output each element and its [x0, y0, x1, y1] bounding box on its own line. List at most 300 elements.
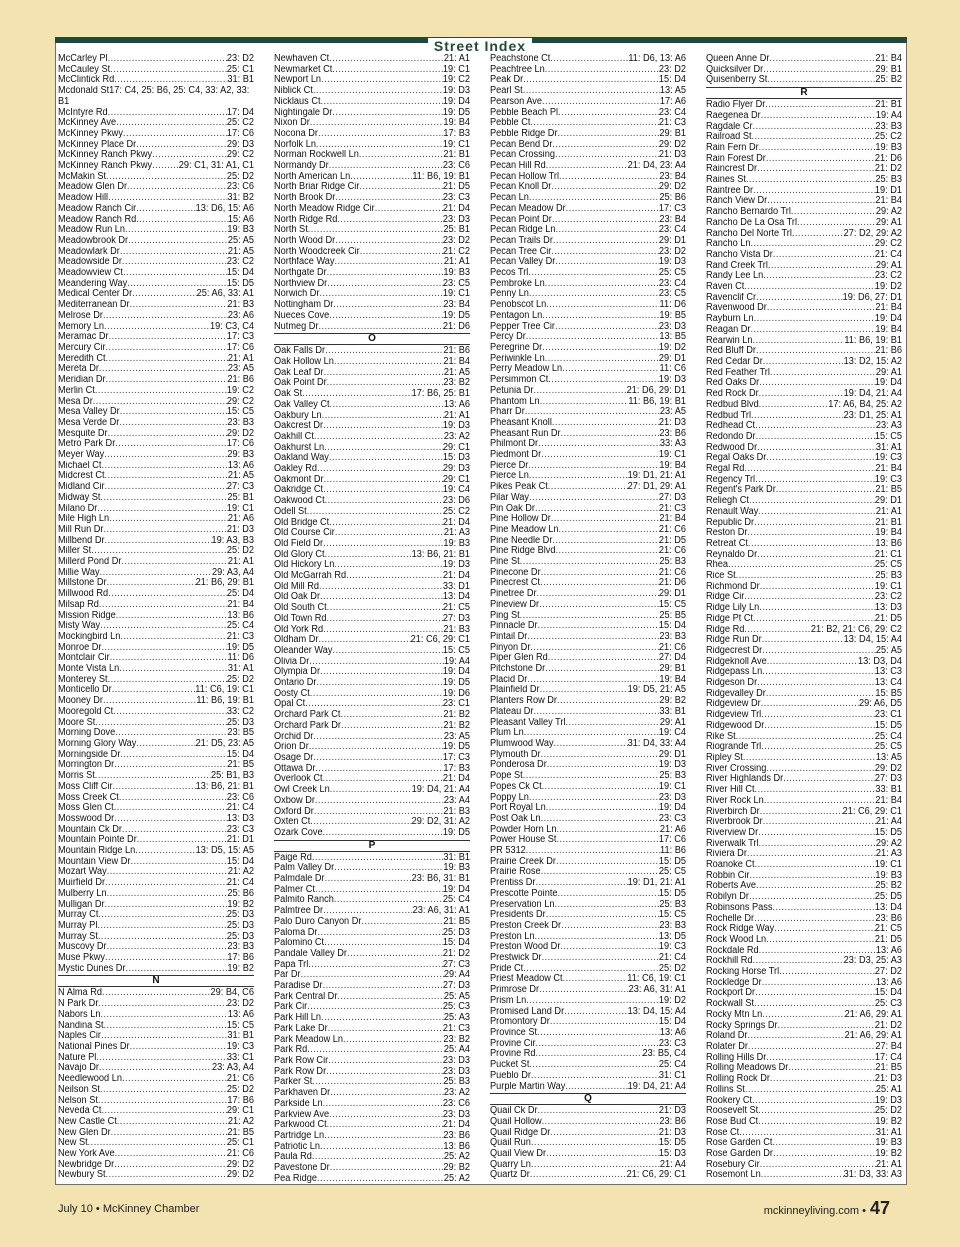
index-entry [58, 846, 254, 857]
map-reference: 25: D3 [442, 927, 470, 938]
street-name: Plateau Dr [490, 706, 534, 717]
street-name: Rockwall St [706, 999, 755, 1010]
dot-leader [548, 653, 659, 664]
dot-leader [770, 1074, 875, 1085]
street-name: Oakley Rd [274, 464, 317, 475]
index-entry [58, 760, 254, 771]
index-entry [274, 764, 470, 775]
index-entry [58, 343, 254, 354]
index-entry [274, 785, 470, 796]
dot-leader [99, 1063, 212, 1074]
map-reference: 19: C1 [874, 581, 902, 592]
dot-leader [97, 921, 226, 932]
map-reference: 23: C3 [442, 193, 470, 204]
street-name: Pharr Dr [490, 407, 525, 418]
map-reference: 21: C3 [442, 1023, 470, 1034]
street-name: Persimmon Ct [490, 375, 549, 386]
index-entry [274, 411, 470, 422]
map-reference: 13: D6, 15: A6 [195, 203, 254, 214]
dot-leader [319, 289, 442, 300]
index-entry [58, 257, 254, 268]
street-name: Orchard Park Ct [274, 710, 341, 721]
street-name: Ottawa Dr [274, 763, 316, 774]
dot-leader [307, 1045, 444, 1056]
dot-leader [761, 1170, 844, 1181]
dot-leader [136, 739, 195, 750]
index-entry [490, 1128, 686, 1139]
dot-leader [744, 282, 874, 293]
index-entry [706, 807, 902, 818]
map-reference: 17: C6 [226, 342, 254, 353]
index-entry [490, 1117, 686, 1128]
dot-leader [317, 464, 443, 475]
index-entry [490, 600, 686, 611]
index-entry [274, 1131, 470, 1142]
map-reference: 21: D3 [874, 1074, 902, 1085]
map-reference: 19: D5 [442, 742, 470, 753]
index-entry [490, 696, 686, 707]
street-name: N Park Dr [58, 999, 99, 1010]
dot-leader [556, 857, 659, 868]
map-reference: 29: C2 [226, 150, 254, 161]
street-name: Rosebury Cir [706, 1159, 760, 1170]
index-entry [490, 257, 686, 268]
index-entry [706, 54, 902, 65]
street-name: Rose Bud Ct [706, 1116, 759, 1127]
street-name: Pecan Point Dr [490, 214, 552, 225]
index-entry [274, 895, 470, 906]
dot-leader [329, 453, 443, 464]
dot-leader [110, 65, 227, 76]
street-name: Port Royal Ln [490, 803, 546, 814]
dot-leader [763, 817, 876, 828]
index-entry [274, 699, 470, 710]
street-name: Murray Pl [58, 920, 98, 931]
dot-leader [347, 949, 443, 960]
index-entry [58, 600, 254, 611]
street-name: Oak St [274, 389, 303, 400]
dot-leader [317, 928, 442, 939]
index-entry [274, 257, 470, 268]
map-reference: 13: B6 [443, 1141, 470, 1152]
index-entry [58, 418, 254, 429]
map-reference: 31: B2 [227, 193, 254, 204]
map-reference: 25: D5 [874, 892, 902, 903]
dot-leader [526, 846, 660, 857]
dot-leader [326, 1067, 443, 1078]
map-reference: 25: B1, B3 [210, 771, 254, 782]
index-entry [706, 924, 902, 935]
map-reference: 19: B5 [659, 310, 686, 321]
street-name: Roosevelt St [706, 1106, 759, 1117]
map-reference: 25: D3 [226, 717, 254, 728]
map-reference: 27: D4 [658, 653, 686, 664]
street-name: Rancho Ln [706, 239, 751, 250]
index-entry [706, 1031, 902, 1042]
dot-leader [113, 707, 227, 718]
index-entry [490, 782, 686, 793]
index-entry [58, 1031, 254, 1042]
street-name: Pinecrest Ct [490, 578, 541, 589]
street-name: River Rock Ln [706, 795, 764, 806]
dot-leader [127, 279, 227, 290]
index-entry [490, 1170, 686, 1181]
street-name: Rain Fern Dr [706, 142, 759, 153]
map-reference: 33: A3 [659, 439, 686, 450]
map-reference: 13: D4, 15: A4 [843, 635, 902, 646]
street-name: Pinyon Dr [490, 642, 531, 653]
street-name: Red Oaks Dr [706, 378, 760, 389]
map-reference: 21: A1 [227, 557, 254, 568]
index-entry [58, 578, 254, 589]
map-reference: 21: A1 [875, 506, 902, 517]
street-name: Orchard Park Dr [274, 720, 341, 731]
dot-leader [766, 154, 875, 165]
street-name: Robbin Cir [706, 870, 750, 881]
dot-leader [537, 1028, 660, 1039]
index-entry [490, 247, 686, 258]
dot-leader [542, 953, 659, 964]
street-name: Robilyn Dr [706, 892, 749, 903]
map-reference: 29: B1 [875, 64, 902, 75]
street-name: Meandering Way [58, 278, 128, 289]
street-name: Ridgevalley Dr [706, 688, 766, 699]
index-entry [490, 760, 686, 771]
index-entry [706, 411, 902, 422]
index-entry [706, 1138, 902, 1149]
street-name: Prism Ln [490, 995, 527, 1006]
index-entry [490, 664, 686, 675]
index-entry [274, 225, 470, 236]
map-reference: 21: C6 [658, 524, 686, 535]
index-entry [490, 568, 686, 579]
street-name: Rancho De La Osa Trl [706, 217, 798, 228]
index-entry [58, 867, 254, 878]
map-reference: 29: D3 [226, 139, 254, 150]
street-name: Quicksilver Dr [706, 64, 764, 75]
index-entry [490, 921, 686, 932]
dot-leader [539, 985, 629, 996]
dot-leader [760, 807, 843, 818]
map-reference: 21: B3 [227, 300, 254, 311]
section-letter: R [706, 87, 902, 99]
index-entry [58, 311, 254, 322]
index-entry [490, 1138, 686, 1149]
dot-leader [100, 568, 212, 579]
map-reference: 23: D3 [658, 792, 686, 803]
dot-leader [762, 646, 876, 657]
map-reference: 23: D3 [442, 1109, 470, 1120]
street-name: Pikes Peak Ct [490, 482, 548, 493]
dot-leader [95, 386, 227, 397]
index-entry [706, 956, 902, 967]
index-entry [274, 97, 470, 108]
index-entry [490, 557, 686, 568]
street-name: Redondo Dr [706, 431, 756, 442]
street-name: Pucket St [490, 1060, 530, 1071]
map-reference: 13: A5 [659, 86, 686, 97]
map-reference: 19: B3 [875, 142, 902, 153]
street-name: Morningside Dr [58, 749, 121, 760]
map-reference: 29: A2 [875, 207, 902, 218]
dot-leader [743, 753, 876, 764]
street-name: Palmito Ranch [274, 895, 334, 906]
street-name: Oxbow Dr [274, 795, 315, 806]
street-name: Ripley St [706, 753, 743, 763]
street-name: Prescotte Pointe [490, 888, 558, 899]
map-reference: 21: B3 [443, 806, 470, 817]
street-name: Moss Glen Ct [58, 803, 114, 814]
dot-leader [360, 247, 443, 258]
map-reference: 31: D3, 33: A3 [843, 1170, 902, 1181]
dot-leader [335, 236, 443, 247]
map-reference: 23: B6, 31: B1 [411, 874, 470, 885]
map-reference: 21: C6 [226, 1149, 254, 1160]
index-entry [706, 453, 902, 464]
street-name: Nixon Dr [274, 118, 310, 129]
dot-leader [114, 814, 227, 825]
index-entry [274, 571, 470, 582]
index-entry [274, 1056, 470, 1067]
map-reference: 13: A6 [659, 1027, 686, 1038]
map-reference: 15: C5 [442, 645, 470, 656]
dot-leader [529, 793, 659, 804]
index-entry [274, 960, 470, 971]
map-reference: 19: C4 [442, 485, 470, 496]
street-name: Old Field Dr [274, 538, 324, 549]
map-reference: 23: D6 [442, 496, 470, 507]
map-reference: 25: C5 [658, 867, 686, 878]
map-reference: 13: C4 [874, 678, 902, 689]
street-name: Plum Ln [490, 728, 524, 739]
index-entry [706, 603, 902, 614]
dot-leader [350, 172, 412, 183]
index-entry [706, 100, 902, 111]
dot-leader [325, 346, 443, 357]
index-entry [490, 1082, 686, 1093]
street-name: N Alma Rd [58, 988, 102, 999]
map-reference: 23: D2 [226, 999, 254, 1010]
index-entry [274, 1163, 470, 1174]
street-name: Normandy Dr [274, 161, 329, 172]
index-entry [58, 1053, 254, 1064]
dot-leader [776, 485, 876, 496]
street-name: Oak Valley Ct [274, 399, 330, 410]
dot-leader [91, 546, 227, 557]
map-reference: 19: D3 [874, 1095, 902, 1106]
dot-leader [108, 675, 227, 686]
dot-leader [100, 1010, 227, 1021]
map-reference: 23: D3 [442, 1066, 470, 1077]
index-entry [274, 817, 470, 828]
street-name: Perry Meadow Ln [490, 364, 563, 375]
index-entry [274, 65, 470, 76]
index-entry [490, 54, 686, 65]
map-reference: 21: B5 [227, 760, 254, 771]
index-entry [274, 828, 470, 839]
street-name: Old Hickory Ln [274, 560, 335, 571]
street-name: New York Ave [58, 1149, 115, 1160]
dot-leader [546, 161, 628, 172]
dot-leader [320, 592, 443, 603]
index-entry [706, 336, 902, 347]
index-entry [490, 846, 686, 857]
dot-leader [526, 332, 660, 343]
street-name: Rolater Dr [706, 1041, 748, 1052]
map-reference: 15: D3 [658, 1149, 686, 1160]
index-entry [706, 946, 902, 957]
dot-leader [325, 550, 412, 561]
index-entry [706, 293, 902, 304]
dot-leader [527, 632, 659, 643]
index-entry [58, 932, 254, 943]
dot-leader [105, 878, 227, 889]
index-entry [490, 750, 686, 761]
street-name: Moss Creek Ct [58, 792, 119, 803]
map-reference: 15: D5 [658, 1138, 686, 1149]
index-entry [706, 518, 902, 529]
index-entry [58, 1149, 254, 1160]
map-reference: 27: D1, 29: A1 [627, 482, 686, 493]
dot-leader [359, 150, 443, 161]
index-entry [490, 1039, 686, 1050]
index-entry [706, 710, 902, 721]
street-name: Reston Dr [706, 528, 748, 539]
street-name: Morris St [58, 771, 95, 782]
index-entry [490, 578, 686, 589]
index-entry [706, 914, 902, 925]
index-entry [490, 386, 686, 397]
street-name: Pecan Knoll Dr [490, 182, 552, 193]
footer-right [764, 1198, 890, 1219]
dot-leader [103, 311, 228, 322]
street-name: North Ridge Rd [274, 214, 338, 225]
street-name: Peak Dr [490, 75, 524, 86]
index-entry [490, 172, 686, 183]
index-entry [490, 129, 686, 140]
map-reference: 25: B2 [875, 75, 902, 86]
page-title-text: Street Index [428, 38, 532, 54]
map-reference: 21: C2 [442, 246, 470, 257]
dot-leader [759, 378, 875, 389]
dot-leader [98, 999, 226, 1010]
map-reference: 25: B6 [227, 888, 254, 899]
map-reference: 25: B3 [875, 571, 902, 582]
dot-leader [340, 710, 443, 721]
dot-leader [757, 550, 875, 561]
street-name: Pecan Bend Dr [490, 139, 553, 150]
index-entry [490, 953, 686, 964]
dot-leader [107, 867, 228, 878]
dot-leader [324, 1131, 443, 1142]
street-name: Mooney Dr [58, 696, 103, 707]
street-name: Parkside Ln [274, 1098, 323, 1109]
street-name: Paloma Dr [274, 927, 318, 938]
index-entry [706, 592, 902, 603]
street-name: Red Rock Dr [706, 389, 759, 400]
index-entry [58, 1128, 254, 1139]
street-name: Newmarket Ct [274, 64, 333, 75]
map-reference: 29: A1 [875, 367, 902, 378]
map-reference: 19: B2 [227, 963, 254, 974]
map-reference: 19: C2 [442, 75, 470, 86]
map-reference: 23: C4 [658, 225, 686, 236]
street-name: Raines St [706, 175, 746, 186]
street-name: Norman Rockwell Ln [274, 150, 359, 161]
index-entry [490, 675, 686, 686]
index-entry [490, 814, 686, 825]
index-entry [58, 397, 254, 408]
street-name: Preston Wood Dr [490, 942, 561, 953]
map-reference: 23: D1, 25: A1 [843, 410, 902, 421]
street-name: Odell St [274, 506, 307, 517]
dot-leader [747, 849, 876, 860]
index-entry [58, 54, 254, 65]
map-reference: 21: C4 [874, 249, 902, 260]
street-name: Mereta Dr [58, 364, 99, 375]
street-name: Oak Hollow Ln [274, 356, 334, 367]
dot-leader [537, 589, 659, 600]
dot-leader [327, 1120, 443, 1131]
map-reference: 21: B4 [659, 514, 686, 525]
map-reference: 23: B2 [443, 1034, 470, 1045]
index-column-2 [274, 54, 470, 1184]
index-entry [706, 357, 902, 368]
street-name: Priest Meadow Ct [490, 974, 563, 985]
map-reference: 23: C2 [874, 592, 902, 603]
dot-leader [327, 268, 444, 279]
dot-leader [323, 906, 413, 917]
map-reference: 19: D3 [658, 760, 686, 771]
map-reference: 23: B6 [659, 428, 686, 439]
dot-leader [555, 322, 659, 333]
index-entry [706, 282, 902, 293]
dot-leader [106, 354, 228, 365]
street-name: Old Course Cir [274, 528, 335, 539]
dot-leader [109, 514, 228, 525]
map-reference: 27: D2 [874, 967, 902, 978]
street-name: Rocky Mtn Ln [706, 1009, 763, 1020]
street-name: Ridge Pt Ct [706, 613, 754, 624]
index-entry [706, 1117, 902, 1128]
index-entry [58, 536, 254, 547]
map-reference: 21: A1 [443, 257, 470, 268]
index-entry [490, 204, 686, 215]
index-entry [274, 625, 470, 636]
dot-leader [337, 215, 442, 226]
index-entry [490, 546, 686, 557]
street-name: Millerd Pond Dr [58, 557, 122, 568]
street-name: Ridge Rd [706, 624, 745, 635]
footer-site[interactable]: mckinneyliving.com • [763, 1205, 866, 1217]
dot-leader [546, 803, 659, 814]
map-reference: 21: D6 [658, 578, 686, 589]
map-reference: 19: C1 [658, 781, 686, 792]
index-entry [274, 874, 470, 885]
dot-leader [328, 1056, 443, 1067]
map-reference: 23: A2 [443, 1088, 470, 1099]
index-entry [58, 461, 254, 472]
index-entry [706, 175, 902, 186]
dot-leader [770, 368, 876, 379]
map-reference: 19: D4 [874, 378, 902, 389]
street-name: Nature Pl [58, 1052, 97, 1063]
map-reference: 23: B3 [659, 920, 686, 931]
map-reference: 21: B4 [443, 356, 470, 367]
map-reference: 21: D1 [226, 835, 254, 846]
street-name: Pierce Ln [490, 471, 529, 482]
dot-leader [758, 828, 875, 839]
